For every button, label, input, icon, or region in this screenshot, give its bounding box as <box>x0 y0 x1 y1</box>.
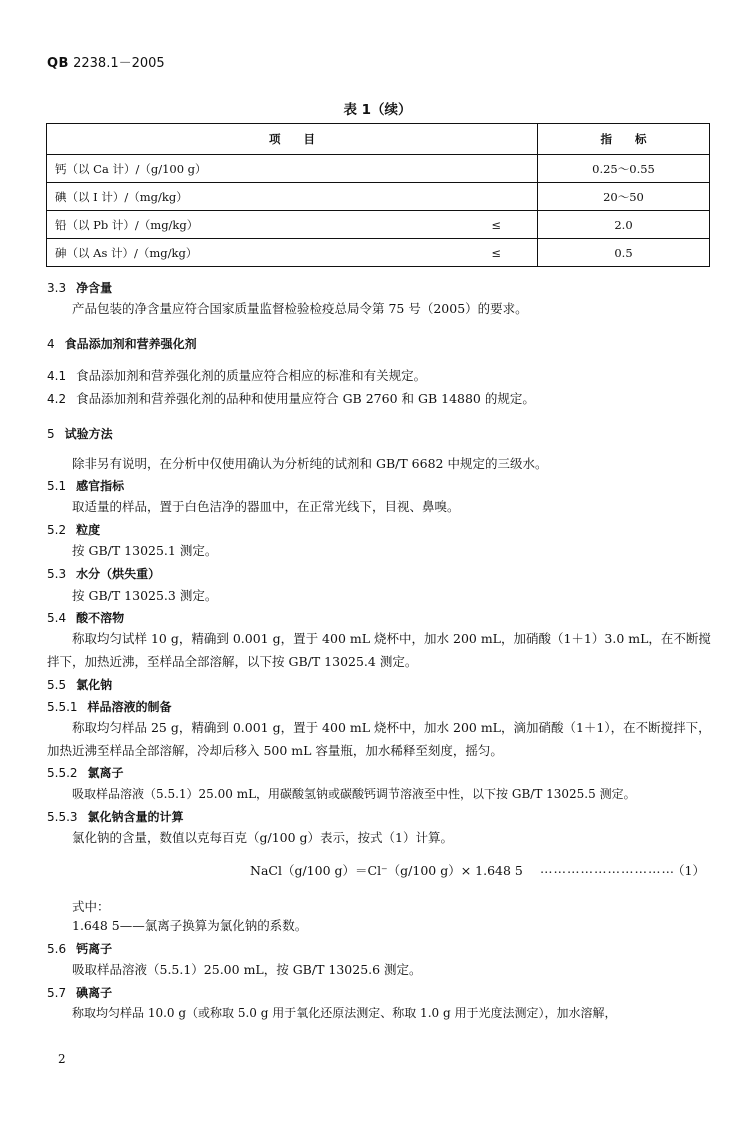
row-value: 2.0 <box>538 211 710 239</box>
section-5-4-heading: 5.4 酸不溶物 <box>47 611 125 625</box>
row-symbol <box>373 155 538 183</box>
table-row <box>47 155 710 183</box>
section-5-3-heading: 5.3 水分（烘失重） <box>47 567 161 581</box>
row-item: 砷（以 As 计）/（mg/kg） <box>47 239 374 267</box>
row-value: 0.5 <box>538 239 710 267</box>
where-definition: 1.648 5——氯离子换算为氯化钠的系数。 <box>72 918 308 933</box>
row-symbol <box>373 183 538 211</box>
table-row <box>47 239 710 267</box>
row-symbol: ≤ <box>373 211 538 239</box>
standard-number: 2238.1－2005 <box>73 56 165 71</box>
standard-header <box>47 52 165 71</box>
row-symbol: ≤ <box>373 239 538 267</box>
section-5-7-text: 称取均匀样品 10.0 g（或称取 5.0 g 用于氧化还原法测定、称取 1.0 g 用于光度法测定），加水溶解， <box>72 1006 617 1020</box>
section-5-5-2-text: 吸取样品溶液（5.5.1）25.00 mL，用碳酸氢钠或碳酸钙调节溶液至中性，以下按 GB/T 13025.5 测定。 <box>72 787 636 801</box>
section-5-5-1-heading: 5.5.1 样品溶液的制备 <box>47 700 172 714</box>
standard-code: QB <box>47 56 69 71</box>
section-3-3-text: 产品包装的净含量应符合国家质量监督检验检疫总局令第 75 号（2005）的要求。 <box>72 301 528 316</box>
section-5-1-text: 取适量的样品，置于白色洁净的器皿中，在正常光线下，目视、鼻嗅。 <box>72 499 460 514</box>
section-5-7-heading: 5.7 碘离子 <box>47 986 113 1000</box>
section-5-heading: 5 试验方法 <box>47 427 113 441</box>
row-item: 铅（以 Pb 计）/（mg/kg） <box>47 211 374 239</box>
row-value: 0.25～0.55 <box>538 155 710 183</box>
section-5-2-heading: 5.2 粒度 <box>47 523 101 537</box>
section-5-2-text: 按 GB/T 13025.1 测定。 <box>72 543 218 558</box>
row-value: 20～50 <box>538 183 710 211</box>
section-4-1: 4.1 食品添加剂和营养强化剂的质量应符合相应的标准和有关规定。 <box>47 368 427 383</box>
section-5-6-heading: 5.6 钙离子 <box>47 942 113 956</box>
row-item: 碘（以 I 计）/（mg/kg） <box>47 183 374 211</box>
table-title: 表 1（续） <box>343 102 412 118</box>
formula-expression: NaCl（g/100 g）＝Cl⁻（g/100 g）× 1.648 5 <box>250 863 523 878</box>
table-header-row <box>47 124 710 155</box>
column-header-item: 项 目 <box>47 124 538 155</box>
section-5-5-1-text: 称取均匀样品 25 g，精确到 0.001 g，置于 400 mL 烧杯中，加水 200 mL，滴加硝酸（1＋1），在不断搅拌下，加热近沸至样品全部溶解，冷却后移入 500 mL 容量瓶，加水稀释至刻度，摇匀。 <box>47 720 711 758</box>
where-label: 式中： <box>72 899 110 914</box>
page-number: 2 <box>58 1052 66 1066</box>
section-5-5-3-text: 氯化钠的含量，数值以克每百克（g/100 g）表示，按式（1）计算。 <box>72 830 454 845</box>
specification-table <box>46 123 710 267</box>
formula-leader-dots: ………………………… <box>540 861 675 876</box>
section-3-3-heading: 3.3 净含量 <box>47 281 113 295</box>
section-5-text: 除非另有说明，在分析中仅使用确认为分析纯的试剂和 GB/T 6682 中规定的三级水。 <box>72 456 548 471</box>
section-5-3-text: 按 GB/T 13025.3 测定。 <box>72 588 218 603</box>
section-5-5-heading: 5.5 氯化钠 <box>47 678 113 692</box>
table-row <box>47 183 710 211</box>
formula-number: （1） <box>672 863 705 878</box>
section-5-6-text: 吸取样品溶液（5.5.1）25.00 mL，按 GB/T 13025.6 测定。 <box>72 962 422 977</box>
section-5-5-3-heading: 5.5.3 氯化钠含量的计算 <box>47 810 184 824</box>
table-row <box>47 211 710 239</box>
formula-1 <box>250 861 705 879</box>
row-item: 钙（以 Ca 计）/（g/100 g） <box>47 155 374 183</box>
section-5-4-text: 称取均匀试样 10 g，精确到 0.001 g，置于 400 mL 烧杯中，加水 200 mL，加硝酸（1＋1）3.0 mL，在不断搅拌下，加热近沸，至样品全部溶解，以下按 GB/T 13025.4 测定。 <box>47 631 711 669</box>
section-4-heading: 4 食品添加剂和营养强化剂 <box>47 337 197 351</box>
section-5-5-2-heading: 5.5.2 氯离子 <box>47 766 124 780</box>
section-5-1-heading: 5.1 感官指标 <box>47 479 125 493</box>
section-4-2: 4.2 食品添加剂和营养强化剂的品种和使用量应符合 GB 2760 和 GB 14880 的规定。 <box>47 391 535 406</box>
column-header-value: 指 标 <box>538 124 710 155</box>
